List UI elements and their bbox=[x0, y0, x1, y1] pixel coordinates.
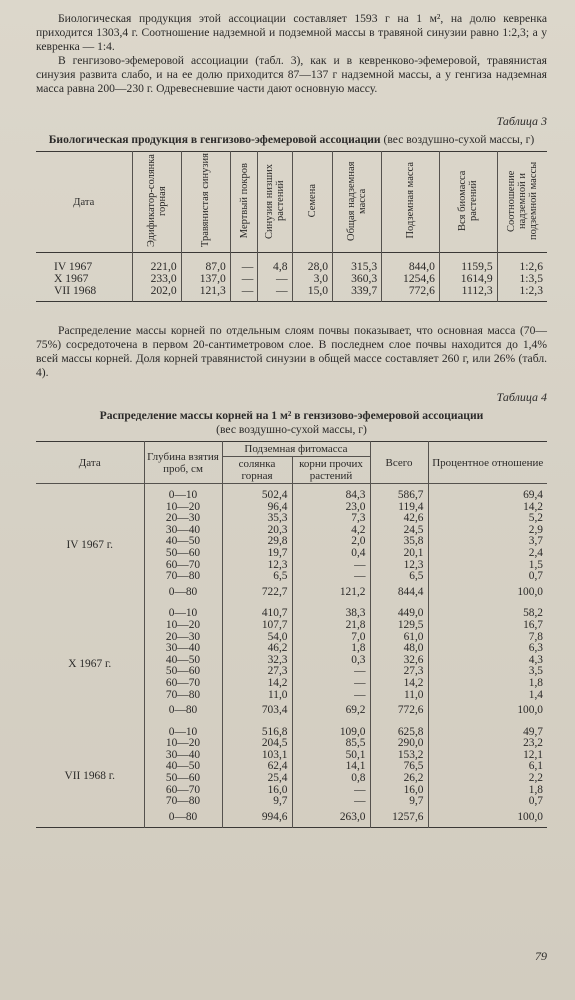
table4-sum-cell: 0—80 bbox=[144, 701, 222, 721]
table4-date-cell: X 1967 г. bbox=[36, 602, 144, 720]
table4-cell: 7,3 bbox=[292, 513, 370, 525]
table3-cell: 339,7 bbox=[333, 285, 382, 302]
table4-title bbox=[36, 409, 547, 437]
table4-cell: 3,5 bbox=[428, 666, 547, 678]
table4-cell: 70—80 bbox=[144, 571, 222, 583]
table3-row bbox=[36, 253, 547, 274]
table3-cell: 1254,6 bbox=[382, 273, 440, 285]
table4-cell: 2,4 bbox=[428, 548, 547, 560]
table4-cell: 60—70 bbox=[144, 785, 222, 797]
table4-cell: 20,1 bbox=[370, 548, 428, 560]
table3-cell: 360,3 bbox=[333, 273, 382, 285]
table4-cell: 58,2 bbox=[428, 602, 547, 620]
table4-header-sub2: корни прочих растений bbox=[292, 457, 370, 484]
table3-header-label: Эдификатор-солянка горная bbox=[145, 154, 168, 247]
table4-cell: 54,0 bbox=[222, 632, 292, 644]
table4-cell: 38,3 bbox=[292, 602, 370, 620]
table4-sum-cell: 100,0 bbox=[428, 583, 547, 603]
table3-cell: 221,0 bbox=[132, 253, 181, 274]
table4-cell: 50—60 bbox=[144, 666, 222, 678]
table4-cell: 6,1 bbox=[428, 761, 547, 773]
table4-cell: 60—70 bbox=[144, 678, 222, 690]
table4-cell: 30—40 bbox=[144, 750, 222, 762]
table4-cell: 109,0 bbox=[292, 721, 370, 739]
table3-cell: 1614,9 bbox=[439, 273, 497, 285]
table3-header-cell bbox=[132, 152, 181, 253]
table3-header-label: Подземная масса bbox=[405, 162, 417, 239]
table4-cell: 2,9 bbox=[428, 525, 547, 537]
table4-cell: 26,2 bbox=[370, 773, 428, 785]
table4-title-rest: (вес воздушно-сухой массы, г) bbox=[216, 423, 367, 436]
table4-cell: — bbox=[292, 560, 370, 572]
table4-cell: 586,7 bbox=[370, 484, 428, 502]
table4-sum-cell: 1257,6 bbox=[370, 808, 428, 828]
table4-cell: 32,3 bbox=[222, 655, 292, 667]
table4-cell: 3,7 bbox=[428, 536, 547, 548]
table4-cell: 119,4 bbox=[370, 502, 428, 514]
table4-cell: 103,1 bbox=[222, 750, 292, 762]
table4-cell: 35,8 bbox=[370, 536, 428, 548]
table4-cell: 85,5 bbox=[292, 738, 370, 750]
table4-cell: 62,4 bbox=[222, 761, 292, 773]
table4-cell: 4,2 bbox=[292, 525, 370, 537]
table4-date-cell: IV 1967 г. bbox=[36, 484, 144, 603]
table4-cell: 12,3 bbox=[222, 560, 292, 572]
table3-cell: — bbox=[230, 273, 258, 285]
table3-header-row bbox=[36, 152, 547, 253]
table4-cell: 50—60 bbox=[144, 773, 222, 785]
table3-header-cell bbox=[292, 152, 333, 253]
table4-cell: 16,0 bbox=[222, 785, 292, 797]
table4-cell: 14,2 bbox=[428, 502, 547, 514]
table3-cell: 4,8 bbox=[258, 253, 292, 274]
table3-header-label: Синузия низших растений bbox=[263, 162, 286, 239]
table4-cell: 32,6 bbox=[370, 655, 428, 667]
table4-sum-cell: 100,0 bbox=[428, 701, 547, 721]
table4-cell: 6,5 bbox=[370, 571, 428, 583]
table4-cell: 20,3 bbox=[222, 525, 292, 537]
table4-cell: 40—50 bbox=[144, 761, 222, 773]
table4-cell: 27,3 bbox=[370, 666, 428, 678]
table4-header-group: Подземная фитомасса bbox=[222, 442, 370, 457]
table4-cell: 625,8 bbox=[370, 721, 428, 739]
table4-cell: 153,2 bbox=[370, 750, 428, 762]
table3 bbox=[36, 151, 547, 302]
table4-cell: 16,0 bbox=[370, 785, 428, 797]
table4-cell: 12,3 bbox=[370, 560, 428, 572]
table4-cell: — bbox=[292, 678, 370, 690]
table4-cell: 516,8 bbox=[222, 721, 292, 739]
table4-cell: 129,5 bbox=[370, 620, 428, 632]
table4-cell: 40—50 bbox=[144, 655, 222, 667]
table4-sum-cell: 0—80 bbox=[144, 808, 222, 828]
table3-cell: 1:2,3 bbox=[497, 285, 547, 302]
intro-paragraph-1: Биологическая продукция этой ассоциации составляет 1593 г на 1 м², на долю кевренка приходится 1303,4 г. Соотношение надземной и подземной массы в травяной синузии равно 1:2,3; а у кевренка — 1:4. bbox=[36, 12, 547, 53]
table4-cell: 84,3 bbox=[292, 484, 370, 502]
table4-cell: 107,7 bbox=[222, 620, 292, 632]
table4-row bbox=[36, 602, 547, 620]
table4-sum-cell: 994,6 bbox=[222, 808, 292, 828]
table4-cell: 24,5 bbox=[370, 525, 428, 537]
table4-sum-cell: 703,4 bbox=[222, 701, 292, 721]
table4-cell: 23,0 bbox=[292, 502, 370, 514]
table4-cell: 4,3 bbox=[428, 655, 547, 667]
table4-cell: 48,0 bbox=[370, 643, 428, 655]
table3-header-label: Травянистая синузия bbox=[200, 153, 212, 248]
table4-cell: 69,4 bbox=[428, 484, 547, 502]
table3-cell: 315,3 bbox=[333, 253, 382, 274]
table4-sum-cell: 69,2 bbox=[292, 701, 370, 721]
table4-cell: 0—10 bbox=[144, 602, 222, 620]
table3-header-label: Мертвый покров bbox=[238, 162, 250, 239]
table4-cell: 27,3 bbox=[222, 666, 292, 678]
table4-caption: Таблица 4 bbox=[496, 390, 547, 404]
intro-paragraph-2: В генгизово-эфемеровой ассоциации (табл. 3), как и в кевренково-эфемеровой, травянистая синузия развита слабо, и на ее долю приходится 87—137 г надземной массы, а у генгиза надземная масса равна 200—230 г. Одревесневшие части дают основную массу. bbox=[36, 54, 547, 95]
table4-cell: 30—40 bbox=[144, 643, 222, 655]
table3-cell: — bbox=[258, 273, 292, 285]
table4-header-date: Дата bbox=[36, 442, 144, 484]
table4-cell: 50,1 bbox=[292, 750, 370, 762]
table4-cell: 1,8 bbox=[428, 785, 547, 797]
table3-cell: 772,6 bbox=[382, 285, 440, 302]
table4-cell: 49,7 bbox=[428, 721, 547, 739]
table3-header-cell bbox=[230, 152, 258, 253]
table3-cell: 1112,3 bbox=[439, 285, 497, 302]
table3-header-label: Семена bbox=[306, 183, 318, 218]
table4-cell: 2,0 bbox=[292, 536, 370, 548]
table4-cell: 14,2 bbox=[370, 678, 428, 690]
table4-cell: 1,8 bbox=[292, 643, 370, 655]
table4-cell: 16,7 bbox=[428, 620, 547, 632]
table3-header-cell bbox=[333, 152, 382, 253]
table4-cell: 5,2 bbox=[428, 513, 547, 525]
table4-cell: 0—10 bbox=[144, 721, 222, 739]
table4-cell: 46,2 bbox=[222, 643, 292, 655]
table4-cell: 23,2 bbox=[428, 738, 547, 750]
table4-title-bold: Распределение массы корней на 1 м² в гензизово-эфемеровой ассоциации bbox=[99, 409, 484, 422]
table3-cell: 15,0 bbox=[292, 285, 333, 302]
table4-cell: 204,5 bbox=[222, 738, 292, 750]
middle-paragraph: Распределение массы корней по отдельным слоям почвы показывает, что основная масса (70—75%) сосредоточена в первом 20-сантиметровом слое. В последнем слое почвы находится до 1,4% всей массы корней. Доля корней травянистой синузии в общей массе составляет 260 г, или 26% (табл. 4). bbox=[36, 324, 547, 379]
table4-sum-cell: 263,0 bbox=[292, 808, 370, 828]
table3-cell: 1:3,5 bbox=[497, 273, 547, 285]
table3-cell: 121,3 bbox=[181, 285, 230, 302]
table3-cell: 1159,5 bbox=[439, 253, 497, 274]
table4-row bbox=[36, 721, 547, 739]
table3-row bbox=[36, 285, 547, 302]
table4-cell: 14,2 bbox=[222, 678, 292, 690]
table4-cell: 76,5 bbox=[370, 761, 428, 773]
table4 bbox=[36, 441, 547, 828]
table3-header-label: Дата bbox=[73, 196, 95, 208]
table4-header-sub1: солянка горная bbox=[222, 457, 292, 484]
table3-cell: 87,0 bbox=[181, 253, 230, 274]
table4-cell: 9,7 bbox=[370, 796, 428, 808]
table4-cell: 410,7 bbox=[222, 602, 292, 620]
table4-cell: 0,4 bbox=[292, 548, 370, 560]
table4-cell: — bbox=[292, 666, 370, 678]
table4-sum-cell: 772,6 bbox=[370, 701, 428, 721]
table4-cell: 12,1 bbox=[428, 750, 547, 762]
table4-cell: 1,5 bbox=[428, 560, 547, 572]
table3-title-rest: (вес воздушно-сухой массы, г) bbox=[380, 133, 535, 146]
table3-caption: Таблица 3 bbox=[496, 114, 547, 128]
table4-cell: 2,2 bbox=[428, 773, 547, 785]
table4-cell: 20—30 bbox=[144, 632, 222, 644]
table4-cell: 50—60 bbox=[144, 548, 222, 560]
table3-body bbox=[36, 253, 547, 302]
table4-cell: — bbox=[292, 571, 370, 583]
table4-cell: 502,4 bbox=[222, 484, 292, 502]
table4-cell: 7,0 bbox=[292, 632, 370, 644]
table3-cell: — bbox=[230, 253, 258, 274]
table3-cell: 3,0 bbox=[292, 273, 333, 285]
table3-cell: X 1967 bbox=[54, 272, 89, 285]
table4-header-depth: Глубина взятия проб, см bbox=[144, 442, 222, 484]
table3-cell: 1:2,6 bbox=[497, 253, 547, 274]
table4-cell: 40—50 bbox=[144, 536, 222, 548]
table4-cell: — bbox=[292, 796, 370, 808]
table4-cell: 0,3 bbox=[292, 655, 370, 667]
table3-cell: 28,0 bbox=[292, 253, 333, 274]
table4-cell: 25,4 bbox=[222, 773, 292, 785]
table4-sum-cell: 0—80 bbox=[144, 583, 222, 603]
table4-cell: 42,6 bbox=[370, 513, 428, 525]
table3-header-cell bbox=[181, 152, 230, 253]
table4-cell: 6,5 bbox=[222, 571, 292, 583]
table4-cell: 14,1 bbox=[292, 761, 370, 773]
table4-date-cell: VII 1968 г. bbox=[36, 721, 144, 828]
table4-cell: 35,3 bbox=[222, 513, 292, 525]
table3-cell: VII 1968 bbox=[54, 284, 97, 297]
table4-cell: 20—30 bbox=[144, 513, 222, 525]
table3-cell: 202,0 bbox=[132, 285, 181, 302]
table3-cell: 844,0 bbox=[382, 253, 440, 274]
table4-sum-cell: 722,7 bbox=[222, 583, 292, 603]
table4-cell: — bbox=[292, 785, 370, 797]
table4-cell: 70—80 bbox=[144, 690, 222, 702]
table4-cell: 1,4 bbox=[428, 690, 547, 702]
table4-cell: 30—40 bbox=[144, 525, 222, 537]
table4-cell: 61,0 bbox=[370, 632, 428, 644]
table3-cell: 137,0 bbox=[181, 273, 230, 285]
table3-header-cell bbox=[382, 152, 440, 253]
table4-header-total: Всего bbox=[370, 442, 428, 484]
table3-cell: 233,0 bbox=[132, 273, 181, 285]
table3-header-cell bbox=[497, 152, 547, 253]
table3-header-label: Соотношение надземной и подземной массы bbox=[505, 161, 539, 240]
table4-cell: 9,7 bbox=[222, 796, 292, 808]
table4-cell: 19,7 bbox=[222, 548, 292, 560]
table4-cell: 449,0 bbox=[370, 602, 428, 620]
table4-cell: 11,0 bbox=[222, 690, 292, 702]
table4-cell: 29,8 bbox=[222, 536, 292, 548]
table4-cell: 21,8 bbox=[292, 620, 370, 632]
table3-header-label: Общая надземная масса bbox=[346, 160, 369, 241]
table4-sum-cell: 100,0 bbox=[428, 808, 547, 828]
table4-cell: 7,8 bbox=[428, 632, 547, 644]
table3-title-bold: Биологическая продукция в генгизово-эфемеровой ассоциации bbox=[48, 133, 381, 146]
table4-sum-cell: 121,2 bbox=[292, 583, 370, 603]
table4-row bbox=[36, 484, 547, 502]
table4-body bbox=[36, 484, 547, 828]
page-number: 79 bbox=[535, 949, 547, 963]
table3-cell: — bbox=[258, 285, 292, 302]
table4-cell: 70—80 bbox=[144, 796, 222, 808]
table3-header-cell bbox=[258, 152, 292, 253]
table4-cell: — bbox=[292, 690, 370, 702]
table4-cell: 10—20 bbox=[144, 738, 222, 750]
table3-title bbox=[36, 133, 547, 147]
table4-cell: 60—70 bbox=[144, 560, 222, 572]
table3-cell: IV 1967 bbox=[54, 260, 93, 273]
table4-cell: 0,7 bbox=[428, 571, 547, 583]
table4-cell: 1,8 bbox=[428, 678, 547, 690]
table3-header-cell bbox=[36, 152, 132, 253]
table4-sum-cell: 844,4 bbox=[370, 583, 428, 603]
table3-header-cell bbox=[439, 152, 497, 253]
table3-header-label: Вся биомасса растений bbox=[457, 170, 480, 231]
table4-cell: 96,4 bbox=[222, 502, 292, 514]
table4-cell: 11,0 bbox=[370, 690, 428, 702]
table4-cell: 290,0 bbox=[370, 738, 428, 750]
table4-cell: 10—20 bbox=[144, 502, 222, 514]
table3-cell: — bbox=[230, 285, 258, 302]
table4-header-pct: Процентное отношение bbox=[428, 442, 547, 484]
table4-cell: 0,8 bbox=[292, 773, 370, 785]
table4-cell: 6,3 bbox=[428, 643, 547, 655]
table4-cell: 0—10 bbox=[144, 484, 222, 502]
table4-cell: 10—20 bbox=[144, 620, 222, 632]
table4-cell: 0,7 bbox=[428, 796, 547, 808]
